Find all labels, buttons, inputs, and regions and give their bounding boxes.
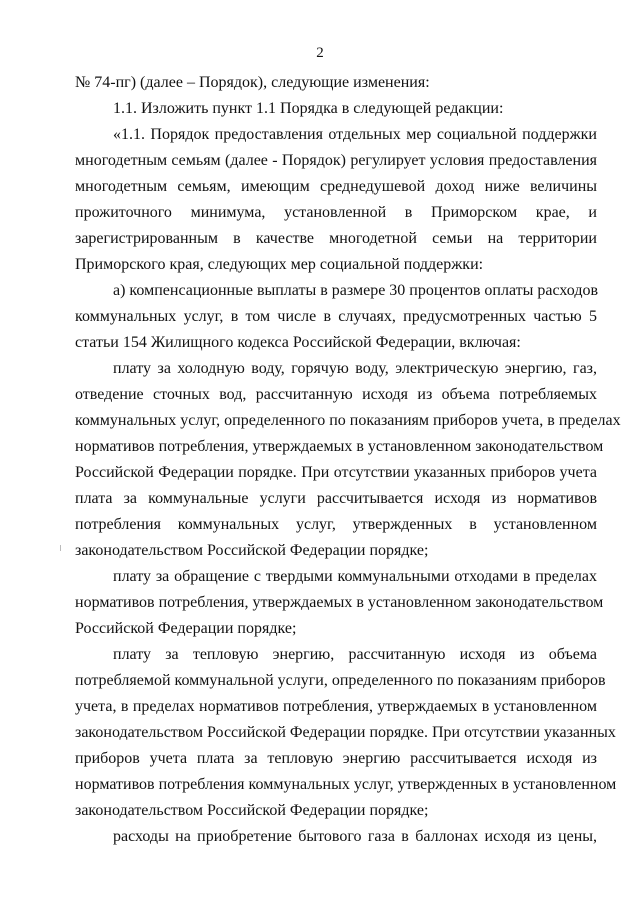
text-line: Российской Федерации порядке; <box>75 620 297 637</box>
text-line: нормативов потребления, утверждаемых в установленном законодательством <box>75 438 604 455</box>
text-line: 1.1. Изложить пункт 1.1 Порядка в следующей редакции: <box>113 100 504 117</box>
text-line: Приморского края, следующих мер социальной поддержки: <box>75 256 484 273</box>
text-line: учета, в пределах нормативов потребления, утверждаемых в установленном <box>75 698 597 715</box>
text-line: отведение сточных вод, рассчитанную исходя из объема потребляемых <box>75 386 597 403</box>
text-line: а) компенсационные выплаты в размере 30 процентов оплаты расходов <box>113 282 599 299</box>
text-line: Российской Федерации порядке. При отсутствии указанных приборов учета <box>75 464 597 481</box>
text-line: плата за коммунальные услуги рассчитывается исходя из нормативов <box>75 490 597 507</box>
margin-mark <box>60 545 61 551</box>
text-line: плату за обращение с твердыми коммунальными отходами в пределах <box>113 568 597 585</box>
text-line: прожиточного минимума, установленной в Приморском крае, и <box>75 204 597 221</box>
text-line: приборов учета плата за тепловую энергию рассчитывается исходя из <box>75 750 597 767</box>
text-line: «1.1. Порядок предоставления отдельных мер социальной поддержки <box>113 126 597 143</box>
text-line: коммунальных услуг, определенного по показаниям приборов учета, в пределах <box>75 412 621 429</box>
text-line: расходы на приобретение бытового газа в баллонах исходя из цены, <box>113 828 597 845</box>
text-line: нормативов потребления, утверждаемых в установленном законодательством <box>75 594 604 611</box>
text-line: потребления коммунальных услуг, утвержденных в установленном <box>75 516 597 533</box>
text-line: законодательством Российской Федерации порядке; <box>75 802 429 819</box>
text-line: плату за холодную воду, горячую воду, электрическую энергию, газ, <box>113 360 597 377</box>
text-line: плату за тепловую энергию, рассчитанную исходя из объема <box>113 646 597 663</box>
text-line: коммунальных услуг, в том числе в случаях, предусмотренных частью 5 <box>75 308 597 325</box>
text-line: нормативов потребления коммунальных услуг, утвержденных в установленном <box>75 776 617 793</box>
text-line: зарегистрированным в качестве многодетной семьи на территории <box>75 230 597 247</box>
text-line: многодетным семьям (далее - Порядок) регулирует условия предоставления <box>75 152 597 169</box>
text-line: потребляемой коммунальной услуги, определенного по показаниям приборов <box>75 672 606 689</box>
text-line: законодательством Российской Федерации порядке; <box>75 542 429 559</box>
text-line: № 74-пг) (далее – Порядок), следующие изменения: <box>75 74 430 91</box>
text-line: многодетным семьям, имеющим среднедушевой доход ниже величины <box>75 178 597 195</box>
text-line: законодательством Российской Федерации порядке. При отсутствии указанных <box>75 724 616 741</box>
text-line: статьи 154 Жилищного кодекса Российской Федерации, включая: <box>75 334 521 351</box>
page-number: 2 <box>316 45 324 61</box>
